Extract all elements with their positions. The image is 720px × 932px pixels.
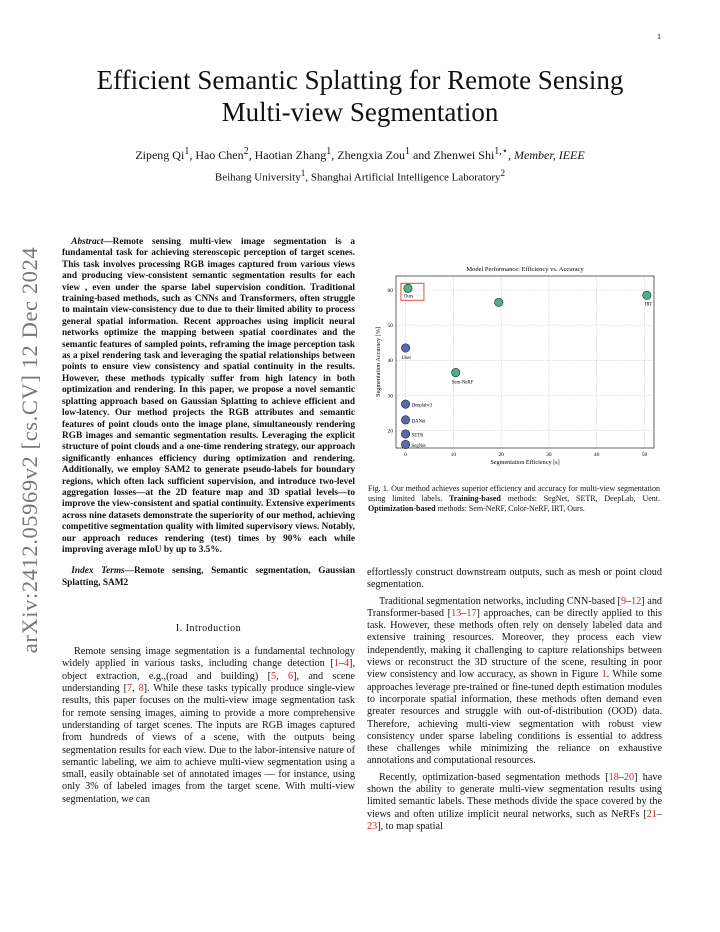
y-tick-label: 20	[387, 428, 393, 435]
index-terms-label: Index Terms	[71, 566, 125, 577]
index-terms-text: —Remote sensing, Semantic segmentation, Gaussian Splatting, SAM2	[62, 566, 355, 588]
author-affil-sup: 1	[326, 146, 332, 157]
abstract-label: Abstract	[71, 237, 104, 247]
point-label: Sem-NeRF	[451, 380, 474, 386]
data-point	[452, 368, 460, 376]
section-heading: I. Introduction	[175, 623, 242, 635]
figure-ref-link[interactable]: 1	[601, 669, 607, 681]
data-point	[401, 416, 409, 424]
citation-link[interactable]: 18	[608, 771, 619, 783]
scatter-chart	[368, 262, 660, 477]
index-terms	[62, 566, 355, 589]
author-name: Hao Chen	[195, 148, 244, 162]
author-affil-sup: 1,⋆	[494, 146, 509, 157]
data-point	[401, 400, 409, 408]
data-point	[404, 284, 412, 292]
citation-link[interactable]: 23	[367, 820, 378, 832]
x-axis-label: Segmentation Efficiency [s]	[490, 459, 560, 466]
abstract	[62, 237, 355, 556]
page-number: 1	[657, 32, 661, 41]
x-tick-label: 10	[450, 452, 457, 458]
affiliations: Beihang University$^1$, Shanghai Artificial Intelligence Laboratory$^2$	[214, 168, 506, 184]
point-label: SETR	[411, 433, 424, 439]
citation-link[interactable]: 21	[646, 808, 657, 820]
point-label: DANet	[411, 419, 426, 425]
plot-frame	[396, 276, 654, 448]
author-affil-sup: 2	[243, 146, 249, 157]
left-column	[62, 237, 355, 806]
author-membership: Member, IEEE	[514, 148, 585, 162]
paper-title: Efficient Semantic Splatting for Remote Sensing Multi-view Segmentation	[96, 65, 624, 127]
chart-title: Model Performance: Efficiency vs. Accuracy	[466, 266, 584, 273]
citation-link[interactable]: 4	[343, 658, 350, 670]
citation-link[interactable]: 13	[451, 607, 462, 619]
author-name: Zipeng Qi	[135, 148, 185, 162]
x-tick-label: 50	[641, 452, 648, 458]
x-tick-label: 30	[546, 452, 552, 458]
affiliation-sup: 2	[500, 168, 506, 178]
citation-link[interactable]: 5	[271, 670, 277, 682]
author-affil-sup: 1	[184, 146, 190, 157]
author-name: Zhengxia Zou	[337, 148, 405, 162]
intro-paragraph: Remote sensing image segmentation is a fundamental technology widely applied in various tasks, including change detection [1–4], object extraction, e.g.,(road and building) [5, 6], and scene understanding [7, 8]. While these tasks typically produce single-view results, this paper focuses on the multi-view image segmentation task for remote sensing images, aiming to provide a more comprehensive understanding of target scenes. The inputs are RGB images captured from hundreds of views of a scene, with the outputs being segmentation results for each view. Due to the labor-intensive nature of semantic labeling, we aim to achieve multi-view segmentation using a small, easily obtainable set of annotated images — for instance, using only 3% of labeled images from the target scene. With multi-view segmentation, we can	[62, 646, 356, 805]
author-name: Zhenwei Shi	[433, 148, 495, 162]
x-tick-label: 0	[404, 452, 407, 458]
intro-paragraph: Traditional segmentation networks, including CNN-based [9–12] and Transformer-based [13–17] approaches, can be directly applied to this task. However, these methods often rely on densely labeled data and extensive training resources. Moreover, they process each view independently, making it challenging to capture relationships between views or reconstruct the 3D structure of the scene, resulting in poor view consistency and low accuracy, as shown in Figure 1. While some approaches leverage pre-trained or fine-tuned depth estimation modules to incorporate spatial information, these methods often demand even greater resources and struggle with out-of-distribution (OOD) data. Therefore, achieving multi-view segmentation with robust view consistency under sparse labeling conditions is essential to address these challenges while minimizing the reliance on exhaustive annotations and computational resources.	[367, 595, 663, 767]
author-affil-sup: 1	[404, 146, 410, 157]
citation-link[interactable]: 12	[631, 595, 642, 607]
intro-paragraph: effortlessly construct downstream outputs, such as mesh or point cloud segmentation.	[367, 567, 662, 591]
right-column	[367, 567, 662, 833]
y-tick-label: 50	[387, 323, 393, 330]
arxiv-sidebar	[15, 240, 45, 660]
affiliation-name: Beihang University	[214, 171, 301, 184]
point-label: Deeplabv3	[411, 403, 433, 409]
arxiv-id: arXiv:2412.05969v2 [cs.CV] 12 Dec 2024	[17, 246, 42, 654]
affiliation-name: Shanghai Artificial Intelligence Laboratory	[310, 171, 501, 184]
citation-link[interactable]: 1	[333, 658, 339, 670]
citation-link[interactable]: 17	[466, 607, 477, 619]
author-name: Haotian Zhang	[254, 148, 327, 162]
author-list: Zipeng Qi$^1$, Hao Chen$^2$, Haotian Zhang$^1$, Zhengxia Zou$^1$ and Zhenwei Shi$^{1,⋆}$, Member, IEEE	[135, 146, 585, 162]
y-tick-label: 40	[387, 358, 393, 365]
y-tick-label: 60	[387, 288, 393, 295]
citation-link[interactable]: 9	[620, 595, 627, 607]
data-point	[401, 430, 409, 438]
y-axis-label: Segmentation Accuracy [%]	[375, 327, 382, 397]
point-label: SegNet	[411, 443, 426, 449]
figure-caption: Fig. 1. Our method achieves superior efficiency and accuracy for multi-view segmentation using limited labels. Training-based methods: SegNet, SETR, DeepLab, Uent. Optimization-based methods: Sem-NeRF, Color-NeRF, IRT, Ours.	[368, 484, 660, 513]
author-conjunction: and	[412, 148, 431, 162]
x-tick-label: 20	[498, 452, 504, 458]
affiliation-sup: 1	[300, 168, 306, 178]
abstract-text: —Remote sensing multi-view image segmentation is a fundamental task for achieving stereoscopic perception of target scenes. This task involves processing RGB images captured from various views and producing view-consistent semantic segmentation results for each view , even under the sparse label supervision condition. Traditional training-based methods, such as CNNs and Transformers, often struggle to maintain view-consistency due to due to their limited ability to process general spatial information. Recent approaches using implicit neural networks optimize the mapping between spatial coordinates and the semantic features of sampled points, reframing the image perception task as a pixel rendering task and leveraging the spatial relationships between points to ensure view consistency and spatial continuity in the results. However, these methods typically suffer from high latency in both optimization and rendering. In this paper, we propose a novel semantic splatting approach based on Gaussian Splatting to achieve efficient and low-latency. Our method projects the RGB attributes and semantic features of point clouds onto the image plane, simultaneously rendering RGB images and semantic segmentation results. Leveraging the explicit structure of point clouds and a one-time rendering strategy, our approach significantly enhances efficiency during optimization and rendering. Additionally, we employ SAM2 to generate pseudo-labels for boundary regions, which often lack sufficient supervision, and introduce two-level aggregation losses—at the 2D feature map and 3D spatial levels—to improve the view-consistent and spatial continuity. Extensive experiments across nine datasets demonstrate the superiority of our method, achieving competitive segmentation quality with limited supervisory views. Notably, our approach reduces rendering (test) times by 90% each while improving average mIoU by up to 3.5%.	[62, 237, 355, 555]
point-label: Ours	[403, 294, 414, 300]
intro-paragraph: Recently, optimization-based segmentation methods [18–20] have shown the ability to generate multi-view segmentation results using limited semantic labels. These methods divide the space covered by the views and often utilize implicit neural networks, such as NeRFs [21–23], to map spatial	[367, 771, 662, 832]
citation-link[interactable]: 6	[287, 670, 294, 682]
citation-link[interactable]: 7	[127, 683, 133, 695]
data-point	[495, 298, 503, 306]
y-tick-label: 30	[387, 393, 393, 400]
data-point	[401, 440, 409, 448]
data-point	[401, 344, 409, 352]
data-point	[643, 291, 651, 299]
point-label: IRT	[644, 302, 653, 308]
figure-1	[368, 262, 660, 477]
citation-link[interactable]: 20	[623, 771, 635, 783]
x-tick-label: 40	[593, 452, 600, 458]
citation-link[interactable]: 8	[138, 683, 144, 695]
point-label: Unet	[401, 355, 411, 361]
